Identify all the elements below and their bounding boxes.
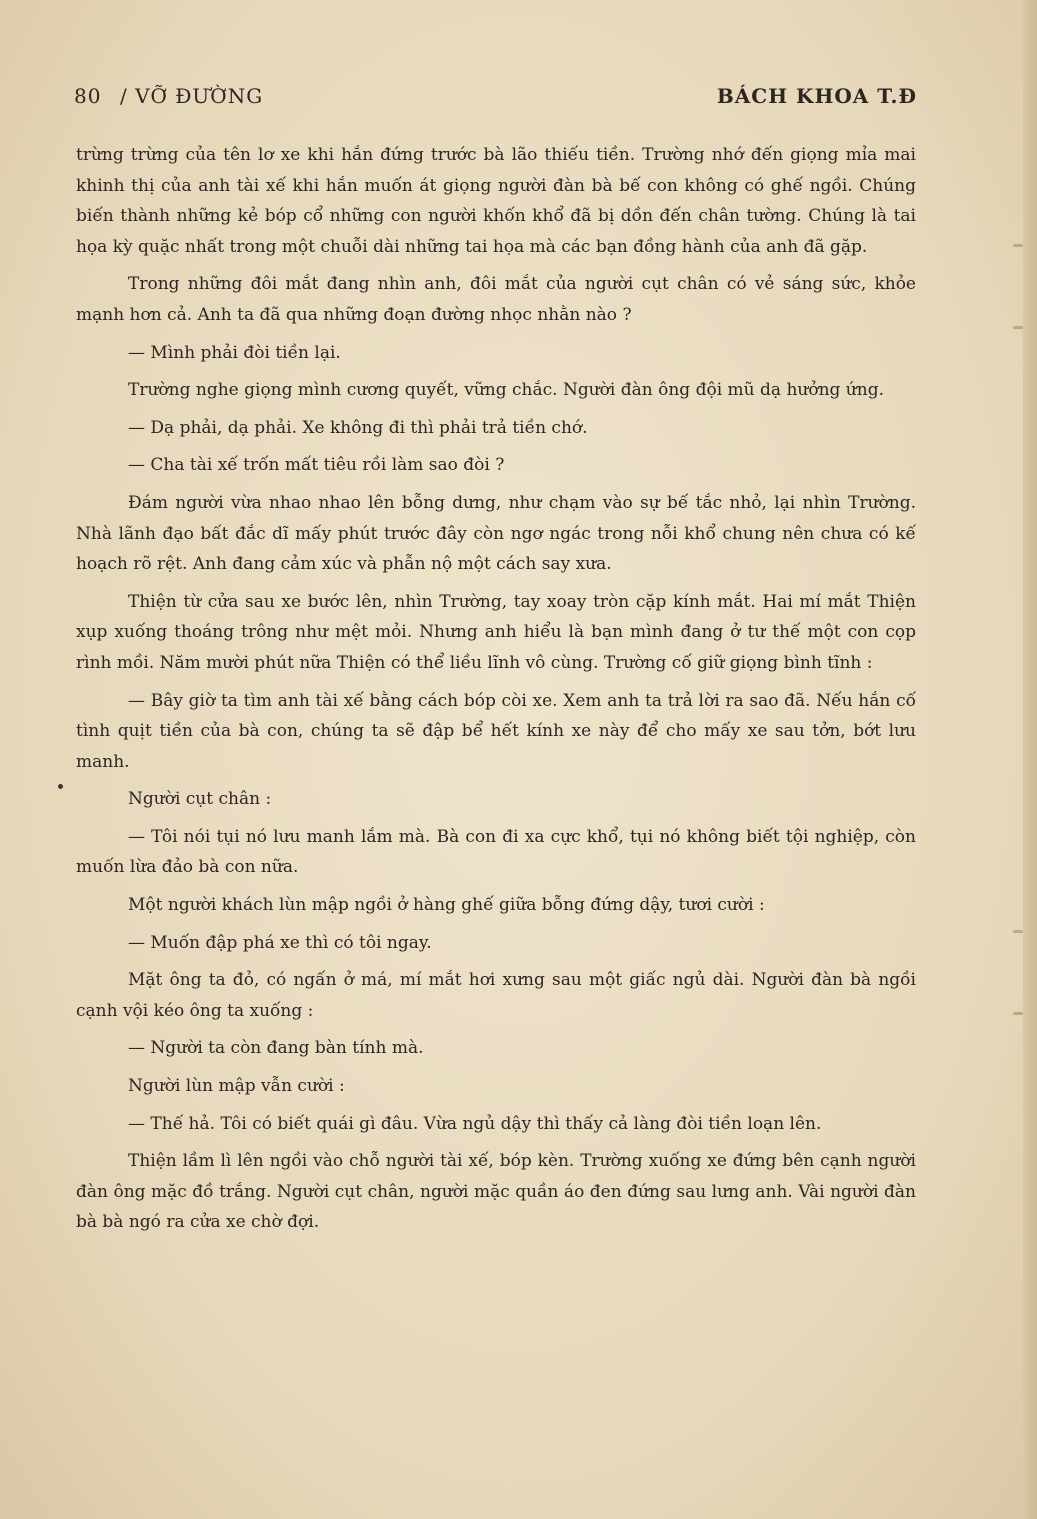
dialogue-line: — Cha tài xế trốn mất tiêu rồi làm sao đòi ? (128, 455, 505, 476)
page-header (74, 84, 917, 114)
paragraph: Người cụt chân : (128, 789, 272, 810)
journal-name: BÁCH KHOA T.Đ (716, 84, 917, 108)
paragraph: Trong những đôi mắt đang nhìn anh, đôi mắt của người cụt chân có vẻ sáng sức, khỏe mạnh hơn cả. Anh ta đã qua những đoạn đường nhọc nhằn nào ? (76, 274, 916, 325)
binding-mark (1013, 244, 1023, 247)
paragraph: Thiện lầm lì lên ngồi vào chỗ người tài xế, bóp kèn. Trường xuống xe đứng bên cạnh người đàn ông mặc đồ trắng. Người cụt chân, người mặc quần áo đen đứng sau lưng anh. Vài người đàn bà bà ngó ra cửa xe chờ đợi. (76, 1151, 916, 1233)
paragraph: trừng trừng của tên lơ xe khi hắn đứng trước bà lão thiếu tiền. Trường nhớ đến giọng mỉa mai khinh thị của anh tài xế khi hắn muốn át giọng người đàn bà bế con không có ghế ngồi. Chúng biến thành những kẻ bóp cổ những con người khốn khổ đã bị dồn đến chân tường. Chúng là tai họa kỳ quặc nhất trong một chuỗi dài những tai họa mà các bạn đồng hành của anh đã gặp. (76, 145, 916, 257)
dialogue-line: — Mình phải đòi tiền lại. (128, 342, 341, 363)
binding-mark (1013, 1012, 1023, 1015)
dialogue-line: — Muốn đập phá xe thì có tôi ngay. (128, 932, 432, 953)
dialogue-line: — Tôi nói tụi nó lưu manh lắm mà. Bà con đi xa cực khổ, tụi nó không biết tội nghiệp, còn muốn lừa đảo bà con nữa. (76, 826, 916, 878)
paragraph: Trường nghe giọng mình cương quyết, vững chắc. Người đàn ông đội mũ dạ hưởng ứng. (128, 380, 884, 401)
paragraph: Đám người vừa nhao nhao lên bỗng dưng, như chạm vào sự bế tắc nhỏ, lại nhìn Trường. Nhà lãnh đạo bất đắc dĩ mấy phút trước đây còn ngơ ngác trong nỗi khổ chung nên chưa có kế hoạch rõ rệt. Anh đang cảm xúc và phẫn nộ một cách say xưa. (76, 492, 916, 575)
dialogue-line: — Thế hả. Tôi có biết quái gì đâu. Vừa ngủ dậy thì thấy cả làng đòi tiền loạn lên. (128, 1113, 822, 1134)
paragraph: Mặt ông ta đỏ, có ngấn ở má, mí mắt hơi xưng sau một giấc ngủ dài. Người đàn bà ngồi cạnh vội kéo ông ta xuống : (76, 970, 916, 1021)
ink-dot (58, 784, 63, 789)
running-title: / VỠ ĐƯỜNG (120, 84, 264, 108)
dialogue-line: — Dạ phải, dạ phải. Xe không đi thì phải trả tiền chớ. (128, 417, 588, 438)
dialogue-line: — Bây giờ ta tìm anh tài xế bằng cách bóp còi xe. Xem anh ta trả lời ra sao đã. Nếu hắn cố tình quịt tiền của bà con, chúng ta sẽ đập bể hết kính xe này để cho mấy xe sau tởn, bớt lưu manh. (76, 690, 916, 772)
page-number: 80 (74, 84, 102, 108)
paragraph: Thiện từ cửa sau xe bước lên, nhìn Trường, tay xoay tròn cặp kính mắt. Hai mí mắt Thiện xụp xuống thoáng trông như mệt mỏi. Nhưng anh hiểu là bạn mình đang ở tư thế một con cọp rình mồi. Năm mười phút nữa Thiện có thể liều lĩnh vô cùng. Trường cố giữ giọng bình tĩnh : (76, 591, 916, 673)
page-edge (1023, 0, 1037, 1519)
binding-mark (1013, 930, 1023, 933)
paragraph: Người lùn mập vẫn cười : (128, 1076, 345, 1097)
body-text (76, 140, 916, 1245)
paragraph: Một người khách lùn mập ngồi ở hàng ghế giữa bỗng đứng dậy, tươi cười : (128, 895, 765, 916)
dialogue-line: — Người ta còn đang bàn tính mà. (128, 1038, 424, 1059)
binding-mark (1013, 326, 1023, 329)
